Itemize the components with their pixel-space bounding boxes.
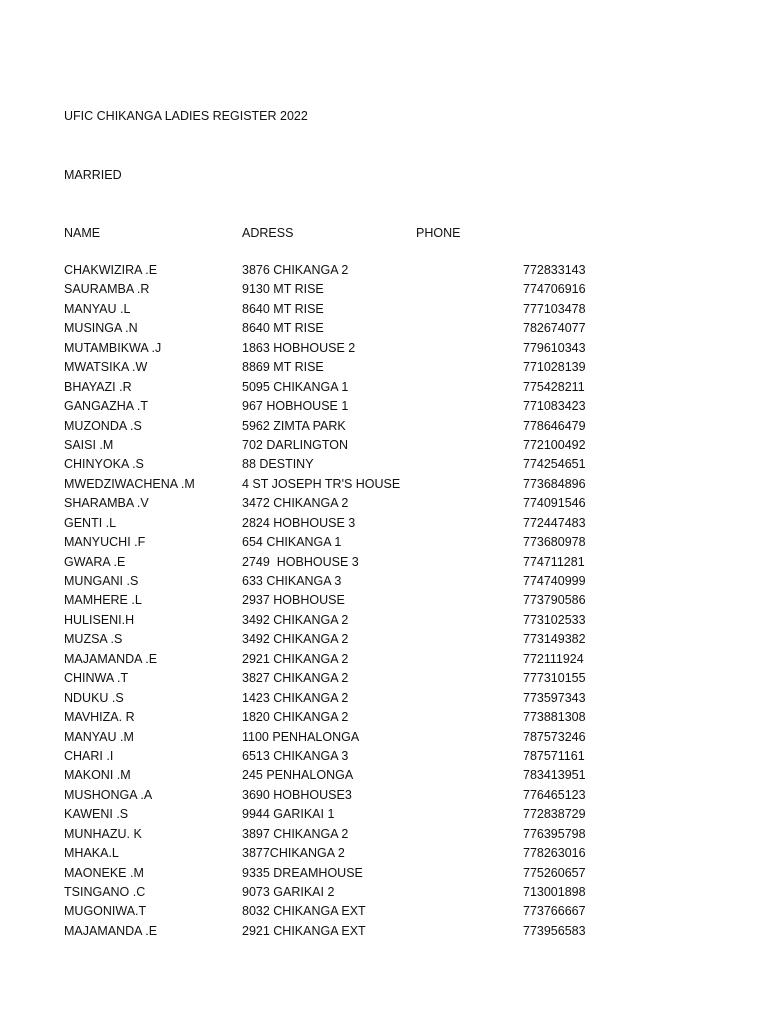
member-name: MAMHERE .L [64, 593, 142, 608]
member-address: 8032 CHIKANGA EXT [242, 904, 366, 919]
member-name: MHAKA.L [64, 846, 119, 861]
column-header-name: NAME [64, 226, 101, 240]
member-phone: 773149382 [523, 632, 586, 647]
member-address: 5962 ZIMTA PARK [242, 418, 346, 433]
member-name: MUZSA .S [64, 632, 123, 647]
table-row [0, 438, 768, 457]
table-row [0, 496, 768, 515]
table-row [0, 827, 768, 846]
member-phone: 774091546 [523, 496, 586, 511]
member-name: SAISI .M [64, 437, 114, 452]
member-phone: 779610343 [523, 340, 586, 355]
member-address: 3876 CHIKANGA 2 [242, 263, 349, 277]
table-row [0, 263, 768, 282]
member-name: MANYUCHI .F [64, 535, 146, 550]
member-address: 3492 CHIKANGA 2 [242, 632, 349, 647]
member-phone: 772838729 [523, 807, 586, 822]
table-row [0, 399, 768, 418]
member-phone: 771028139 [523, 360, 586, 375]
member-name: CHARI .I [64, 748, 114, 763]
member-address: 2921 CHIKANGA EXT [242, 923, 366, 938]
table-row [0, 593, 768, 612]
member-name: MWATSIKA .W [64, 360, 148, 375]
member-name: MAKONI .M [64, 768, 131, 783]
member-phone: 772833143 [523, 263, 586, 277]
member-phone: 773956583 [523, 923, 586, 938]
table-row [0, 652, 768, 671]
member-address: 3877CHIKANGA 2 [242, 846, 345, 861]
table-row [0, 516, 768, 535]
table-row [0, 477, 768, 496]
member-name: SAURAMBA .R [64, 282, 150, 297]
table-row [0, 691, 768, 710]
table-row [0, 730, 768, 749]
member-phone: 774706916 [523, 282, 586, 297]
member-phone: 783413951 [523, 768, 586, 783]
member-phone: 772111924 [523, 651, 584, 666]
table-row [0, 380, 768, 399]
table-row [0, 788, 768, 807]
member-phone: 773680978 [523, 535, 586, 550]
table-row [0, 846, 768, 865]
member-name: MUZONDA .S [64, 418, 142, 433]
member-name: CHINWA .T [64, 671, 129, 686]
table-row [0, 282, 768, 301]
member-phone: 787571161 [523, 748, 585, 763]
table-row [0, 749, 768, 768]
table-row [0, 885, 768, 904]
member-phone: 777310155 [523, 671, 586, 686]
member-address: 245 PENHALONGA [242, 768, 354, 783]
member-address: 3827 CHIKANGA 2 [242, 671, 349, 686]
member-name: KAWENI .S [64, 807, 129, 822]
member-address: 3690 HOBHOUSE3 [242, 787, 352, 802]
member-address: 9944 GARIKAI 1 [242, 807, 335, 822]
member-phone: 777103478 [523, 301, 586, 316]
table-row [0, 360, 768, 379]
member-phone: 772447483 [523, 515, 586, 530]
table-row [0, 904, 768, 923]
table-row [0, 632, 768, 651]
member-name: MANYAU .M [64, 729, 134, 744]
member-phone: 774740999 [523, 574, 586, 588]
table-row [0, 924, 768, 943]
member-name: MANYAU .L [64, 301, 131, 316]
member-name: MUGONIWA.T [64, 904, 147, 919]
table-row [0, 768, 768, 787]
member-address: 8640 MT RISE [242, 321, 324, 336]
member-address: 633 CHIKANGA 3 [242, 574, 342, 588]
member-address: 2824 HOBHOUSE 3 [242, 515, 356, 530]
member-name: MAONEKE .M [64, 865, 144, 880]
member-name: MUSHONGA .A [64, 787, 153, 802]
member-phone: 774254651 [523, 457, 586, 472]
member-address: 2921 CHIKANGA 2 [242, 651, 349, 666]
member-address: 2937 HOBHOUSE [242, 593, 345, 608]
table-row [0, 302, 768, 321]
member-name: MUNHAZU. K [64, 826, 142, 841]
member-address: 3492 CHIKANGA 2 [242, 612, 349, 627]
member-phone: 773597343 [523, 690, 586, 705]
member-address: 3472 CHIKANGA 2 [242, 496, 349, 511]
member-address: 6513 CHIKANGA 3 [242, 748, 349, 763]
member-address: 1423 CHIKANGA 2 [242, 690, 349, 705]
table-row [0, 341, 768, 360]
member-name: MAVHIZA. R [64, 710, 135, 725]
table-row [0, 555, 768, 574]
member-name: HULISENI.H [64, 612, 135, 627]
member-phone: 775260657 [523, 865, 586, 880]
member-phone: 778646479 [523, 418, 586, 433]
member-phone: 772100492 [523, 437, 586, 452]
member-name: SHARAMBA .V [64, 496, 149, 511]
member-name: MUNGANI .S [64, 574, 139, 588]
member-name: MAJAMANDA .E [64, 651, 158, 666]
member-address: 1820 CHIKANGA 2 [242, 710, 349, 725]
member-name: NDUKU .S [64, 690, 124, 705]
member-address: 967 HOBHOUSE 1 [242, 399, 349, 414]
member-name: MWEDZIWACHENA .M [64, 476, 195, 491]
table-row [0, 535, 768, 554]
member-address: 654 CHIKANGA 1 [242, 535, 342, 550]
member-phone: 776465123 [523, 787, 586, 802]
member-phone: 713001898 [523, 885, 586, 899]
member-name: CHAKWIZIRA .E [64, 263, 158, 277]
member-address: 9073 GARIKAI 2 [242, 885, 335, 899]
member-name: BHAYAZI .R [64, 379, 132, 394]
table-row [0, 671, 768, 690]
member-address: 5095 CHIKANGA 1 [242, 379, 349, 394]
member-phone: 773881308 [523, 710, 586, 725]
member-address: 9130 MT RISE [242, 282, 324, 297]
member-phone: 773766667 [523, 904, 586, 919]
column-header-address: ADRESS [242, 226, 294, 240]
table-row [0, 457, 768, 476]
member-address: 4 ST JOSEPH TR'S HOUSE [242, 476, 401, 491]
member-name: CHINYOKA .S [64, 457, 144, 472]
member-phone: 776395798 [523, 826, 586, 841]
member-phone: 782674077 [523, 321, 586, 336]
member-phone: 778263016 [523, 846, 586, 861]
member-name: MAJAMANDA .E [64, 923, 158, 938]
member-phone: 771083423 [523, 399, 586, 414]
member-address: 1863 HOBHOUSE 2 [242, 340, 356, 355]
table-row [0, 574, 768, 593]
table-row [0, 321, 768, 340]
member-address: 9335 DREAMHOUSE [242, 865, 363, 880]
member-phone: 773684896 [523, 476, 586, 491]
table-row [0, 866, 768, 885]
member-name: MUTAMBIKWA .J [64, 340, 162, 355]
member-address: 2749 HOBHOUSE 3 [242, 554, 359, 569]
table-row [0, 807, 768, 826]
member-name: GWARA .E [64, 554, 126, 569]
member-address: 8869 MT RISE [242, 360, 324, 375]
member-phone: 773790586 [523, 593, 586, 608]
member-phone: 775428211 [523, 379, 585, 394]
table-row [0, 419, 768, 438]
table-row [0, 710, 768, 729]
section-heading: MARRIED [64, 168, 122, 182]
member-address: 88 DESTINY [242, 457, 314, 472]
member-address: 8640 MT RISE [242, 301, 324, 316]
member-address: 1100 PENHALONGA [242, 729, 360, 744]
column-header-phone: PHONE [416, 226, 461, 240]
member-name: TSINGANO .C [64, 885, 146, 899]
member-address: 3897 CHIKANGA 2 [242, 826, 349, 841]
member-name: GANGAZHA .T [64, 399, 149, 414]
member-phone: 787573246 [523, 729, 586, 744]
member-phone: 773102533 [523, 612, 586, 627]
document-title: UFIC CHIKANGA LADIES REGISTER 2022 [64, 109, 308, 123]
member-name: GENTI .L [64, 515, 117, 530]
member-name: MUSINGA .N [64, 321, 138, 336]
member-phone: 774711281 [523, 554, 585, 569]
register-table [0, 263, 768, 943]
member-address: 702 DARLINGTON [242, 437, 349, 452]
table-row [0, 613, 768, 632]
